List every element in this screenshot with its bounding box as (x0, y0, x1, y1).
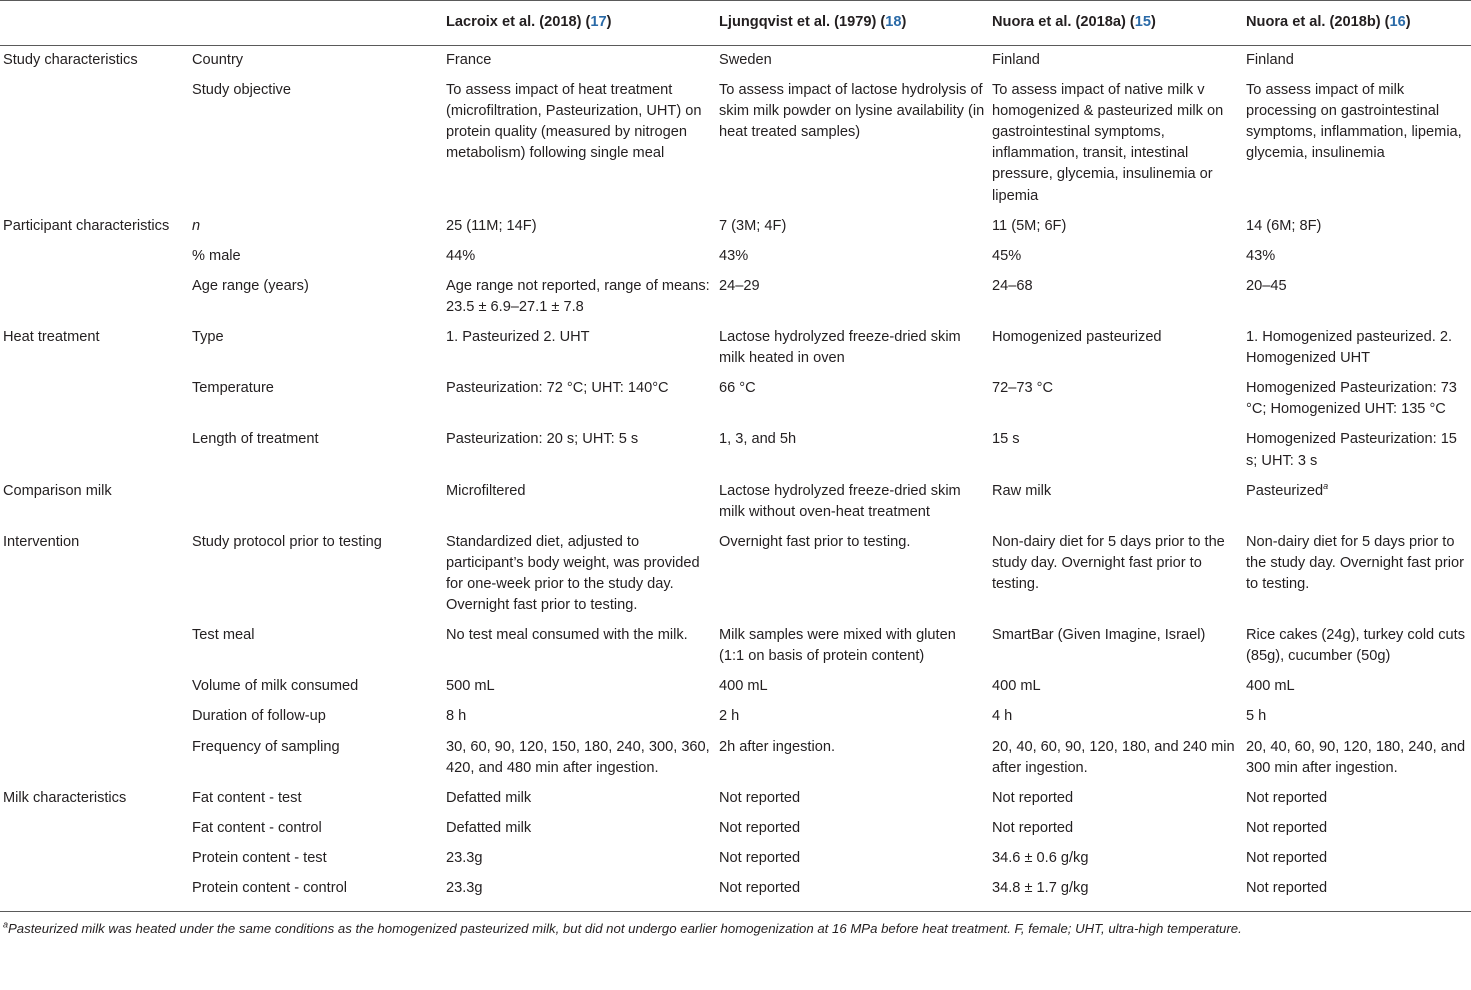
value-cell: 400 mL (992, 678, 1041, 695)
value-cell: 14 (6M; 8F) (1246, 217, 1322, 234)
value-cell: 44% (446, 247, 476, 264)
value-cell: Not reported (1246, 880, 1328, 896)
row-label-cell: Volume of milk consumed (192, 678, 359, 695)
value-cell: Defatted milk (446, 789, 532, 806)
section-cell: Participant characteristics (3, 217, 170, 234)
value-cell: 15 s (992, 431, 1020, 448)
header-study-2 (716, 1, 989, 46)
footnote-marker: a (3, 919, 9, 930)
row-label-cell: Country (192, 52, 244, 68)
value-cell: Homogenized pasteurized (992, 329, 1162, 346)
value-cell: Not reported (1246, 789, 1328, 806)
section-cell: Comparison milk (3, 482, 112, 499)
section-cell: Study characteristics (3, 52, 138, 68)
value-cell: 34.6 ± 0.6 g/kg (992, 849, 1089, 866)
table-row (0, 425, 1471, 476)
value-cell: Pasteurization: 20 s; UHT: 5 s (446, 431, 639, 448)
row-label-cell: Fat content - control (192, 819, 322, 836)
header-section-cell (0, 1, 189, 46)
header-study-3 (989, 1, 1243, 46)
table-row (0, 874, 1471, 911)
header-label-cell (189, 1, 443, 46)
table-row (0, 784, 1471, 814)
value-cell: 1. Pasteurized 2. UHT (446, 329, 590, 346)
value-cell: 400 mL (1246, 678, 1295, 695)
value-cell: France (446, 52, 492, 68)
value-cell: 20, 40, 60, 90, 120, 180, 240, and 300 min after ingestion. (1246, 738, 1466, 776)
value-cell: 5 h (1246, 708, 1267, 725)
section-cell (0, 702, 189, 732)
value-cell: 24–68 (992, 277, 1033, 294)
value-cell: Pasteurization: 72 °C; UHT: 140°C (446, 380, 669, 397)
table-row (0, 814, 1471, 844)
section-cell (0, 272, 189, 323)
value-cell: 23.3g (446, 849, 483, 866)
value-cell: SmartBar (Given Imagine, Israel) (992, 627, 1206, 644)
value-cell: 72–73 °C (992, 380, 1054, 397)
reference-link[interactable]: 16 (1389, 14, 1406, 30)
section-cell (0, 76, 189, 212)
section-cell (0, 814, 189, 844)
value-cell: Defatted milk (446, 819, 532, 836)
reference-link[interactable]: 18 (885, 14, 902, 30)
value-cell: Lactose hydrolyzed freeze-dried skim milk heated in oven (719, 329, 961, 367)
value-text: Pasteurized (1246, 482, 1324, 499)
value-cell: Homogenized Pasteurization: 15 s; UHT: 3 s (1246, 431, 1457, 469)
value-cell: 2 h (719, 708, 740, 725)
value-cell: 23.3g (446, 880, 483, 896)
row-label-cell: Duration of follow-up (192, 708, 326, 725)
value-cell: 34.8 ± 1.7 g/kg (992, 880, 1089, 896)
value-cell: To assess impact of lactose hydrolysis of skim milk powder on lysine availability (in heat treated samples) (719, 82, 985, 141)
table-row (0, 528, 1471, 621)
table-footnote (0, 911, 1471, 938)
table-row (0, 323, 1471, 374)
header-study-1 (443, 1, 716, 46)
value-cell: Not reported (719, 880, 801, 896)
value-cell: Microfiltered (446, 482, 526, 499)
reference-link[interactable]: 17 (590, 14, 607, 30)
table-row (0, 733, 1471, 784)
section-cell: Intervention (3, 533, 80, 550)
value-cell: Not reported (992, 789, 1074, 806)
table-row (0, 477, 1471, 528)
value-cell: Sweden (719, 52, 772, 68)
value-cell: Raw milk (992, 482, 1052, 499)
value-cell: Not reported (719, 789, 801, 806)
table-body (0, 46, 1471, 912)
paren: ) (1405, 14, 1411, 30)
value-cell: Milk samples were mixed with gluten (1:1 on basis of protein content) (719, 627, 956, 665)
study-name: Ljungqvist et al. (1979) ( (719, 14, 886, 30)
header-row (0, 1, 1471, 46)
row-label-cell (189, 477, 443, 528)
value-cell: Not reported (992, 819, 1074, 836)
value-cell (1243, 477, 1471, 528)
value-cell: Finland (1246, 52, 1294, 68)
value-cell: Not reported (719, 819, 801, 836)
table-row (0, 46, 1471, 77)
section-cell (0, 242, 189, 272)
value-cell: 45% (992, 247, 1022, 264)
table-header (0, 1, 1471, 46)
value-cell: Non-dairy diet for 5 days prior to the study day. Overnight fast prior to testing. (1246, 533, 1464, 592)
table-row (0, 672, 1471, 702)
value-cell: To assess impact of milk processing on gastrointestinal symptoms, inflammation, lipemia, glycemia, insulinemia (1246, 82, 1462, 162)
value-cell: Age range not reported, range of means: 23.5 ± 6.9–27.1 ± 7.8 (446, 277, 710, 315)
footnote-text: Pasteurized milk was heated under the same conditions as the homogenized pasteurized milk, but did not undergo earlier homogenization at 16 MPa before heat treatment. F, female; UHT, ultra-high temperature. (8, 921, 1242, 937)
value-cell: Not reported (1246, 819, 1328, 836)
section-cell (0, 621, 189, 672)
table-row (0, 374, 1471, 425)
value-cell: Lactose hydrolyzed freeze-dried skim milk without oven-heat treatment (719, 482, 961, 520)
value-cell: 43% (719, 247, 749, 264)
row-label-cell: Frequency of sampling (192, 738, 340, 755)
row-label-cell: Length of treatment (192, 431, 319, 448)
reference-link[interactable]: 15 (1134, 14, 1151, 30)
value-cell: Rice cakes (24g), turkey cold cuts (85g), cucumber (50g) (1246, 627, 1465, 665)
value-cell: 43% (1246, 247, 1276, 264)
value-cell: To assess impact of native milk v homogenized & pasteurized milk on gastrointestinal symptoms, inflammation, transit, intestinal pressure, glycemia, insulinemia or lipemia (992, 82, 1224, 204)
section-cell (0, 425, 189, 476)
value-cell: Not reported (719, 849, 801, 866)
value-cell: 7 (3M; 4F) (719, 217, 787, 234)
study-name: Nuora et al. (2018a) ( (992, 14, 1135, 30)
row-label-cell: Protein content - test (192, 849, 327, 866)
value-cell: 400 mL (719, 678, 768, 695)
value-cell: Overnight fast prior to testing. (719, 533, 911, 550)
table-row (0, 212, 1471, 242)
section-cell: Heat treatment (3, 329, 100, 346)
table-row (0, 242, 1471, 272)
value-cell: 1, 3, and 5h (719, 431, 797, 448)
section-cell (0, 733, 189, 784)
value-cell: 1. Homogenized pasteurized. 2. Homogenized UHT (1246, 329, 1453, 367)
value-cell: 500 mL (446, 678, 495, 695)
row-label-cell: n (192, 217, 201, 234)
row-label-cell: Test meal (192, 627, 255, 644)
paren: ) (606, 14, 612, 30)
value-cell: 25 (11M; 14F) (446, 217, 537, 234)
header-study-4 (1243, 1, 1471, 46)
value-cell: 66 °C (719, 380, 756, 397)
section-cell: Milk characteristics (3, 789, 127, 806)
row-label-cell: Protein content - control (192, 880, 347, 896)
row-label-cell: Study protocol prior to testing (192, 533, 382, 550)
table-row (0, 76, 1471, 212)
row-label-cell: Temperature (192, 380, 274, 397)
value-cell: Not reported (1246, 849, 1328, 866)
section-cell (0, 874, 189, 911)
value-cell: No test meal consumed with the milk. (446, 627, 688, 644)
section-cell (0, 672, 189, 702)
row-label-cell: Fat content - test (192, 789, 302, 806)
value-cell: 2h after ingestion. (719, 738, 836, 755)
study-name: Nuora et al. (2018b) ( (1246, 14, 1390, 30)
value-cell: 30, 60, 90, 120, 150, 180, 240, 300, 360, 420, and 480 min after ingestion. (446, 738, 710, 776)
table-row (0, 702, 1471, 732)
row-label-cell: Type (192, 329, 224, 346)
value-cell: 8 h (446, 708, 467, 725)
value-cell: 24–29 (719, 277, 760, 294)
value-cell: Standardized diet, adjusted to participant’s body weight, was provided for one-week prior to the study day. Overnight fast prior to testing. (446, 533, 700, 614)
table-row (0, 621, 1471, 672)
row-label-cell: % male (192, 247, 241, 264)
row-label-cell: Study objective (192, 82, 291, 99)
value-cell: 11 (5M; 6F) (992, 217, 1067, 234)
value-cell: Non-dairy diet for 5 days prior to the study day. Overnight fast prior to testing. (992, 533, 1225, 592)
table-row (0, 272, 1471, 323)
paren: ) (1150, 14, 1156, 30)
section-cell (0, 374, 189, 425)
value-cell: To assess impact of heat treatment (microfiltration, Pasteurization, UHT) on protein quality (measured by nitrogen metabolism) following single meal (446, 82, 702, 162)
value-cell: Finland (992, 52, 1040, 68)
row-label-cell: Age range (years) (192, 277, 309, 294)
paren: ) (901, 14, 907, 30)
value-cell: 20, 40, 60, 90, 120, 180, and 240 min after ingestion. (992, 738, 1235, 776)
section-cell (0, 844, 189, 874)
value-cell: 4 h (992, 708, 1013, 725)
study-name: Lacroix et al. (2018) ( (446, 14, 591, 30)
value-cell: Homogenized Pasteurization: 73 °C; Homogenized UHT: 135 °C (1246, 380, 1457, 418)
value-cell: 20–45 (1246, 277, 1287, 294)
footnote-marker: a (1323, 480, 1329, 491)
table-row (0, 844, 1471, 874)
